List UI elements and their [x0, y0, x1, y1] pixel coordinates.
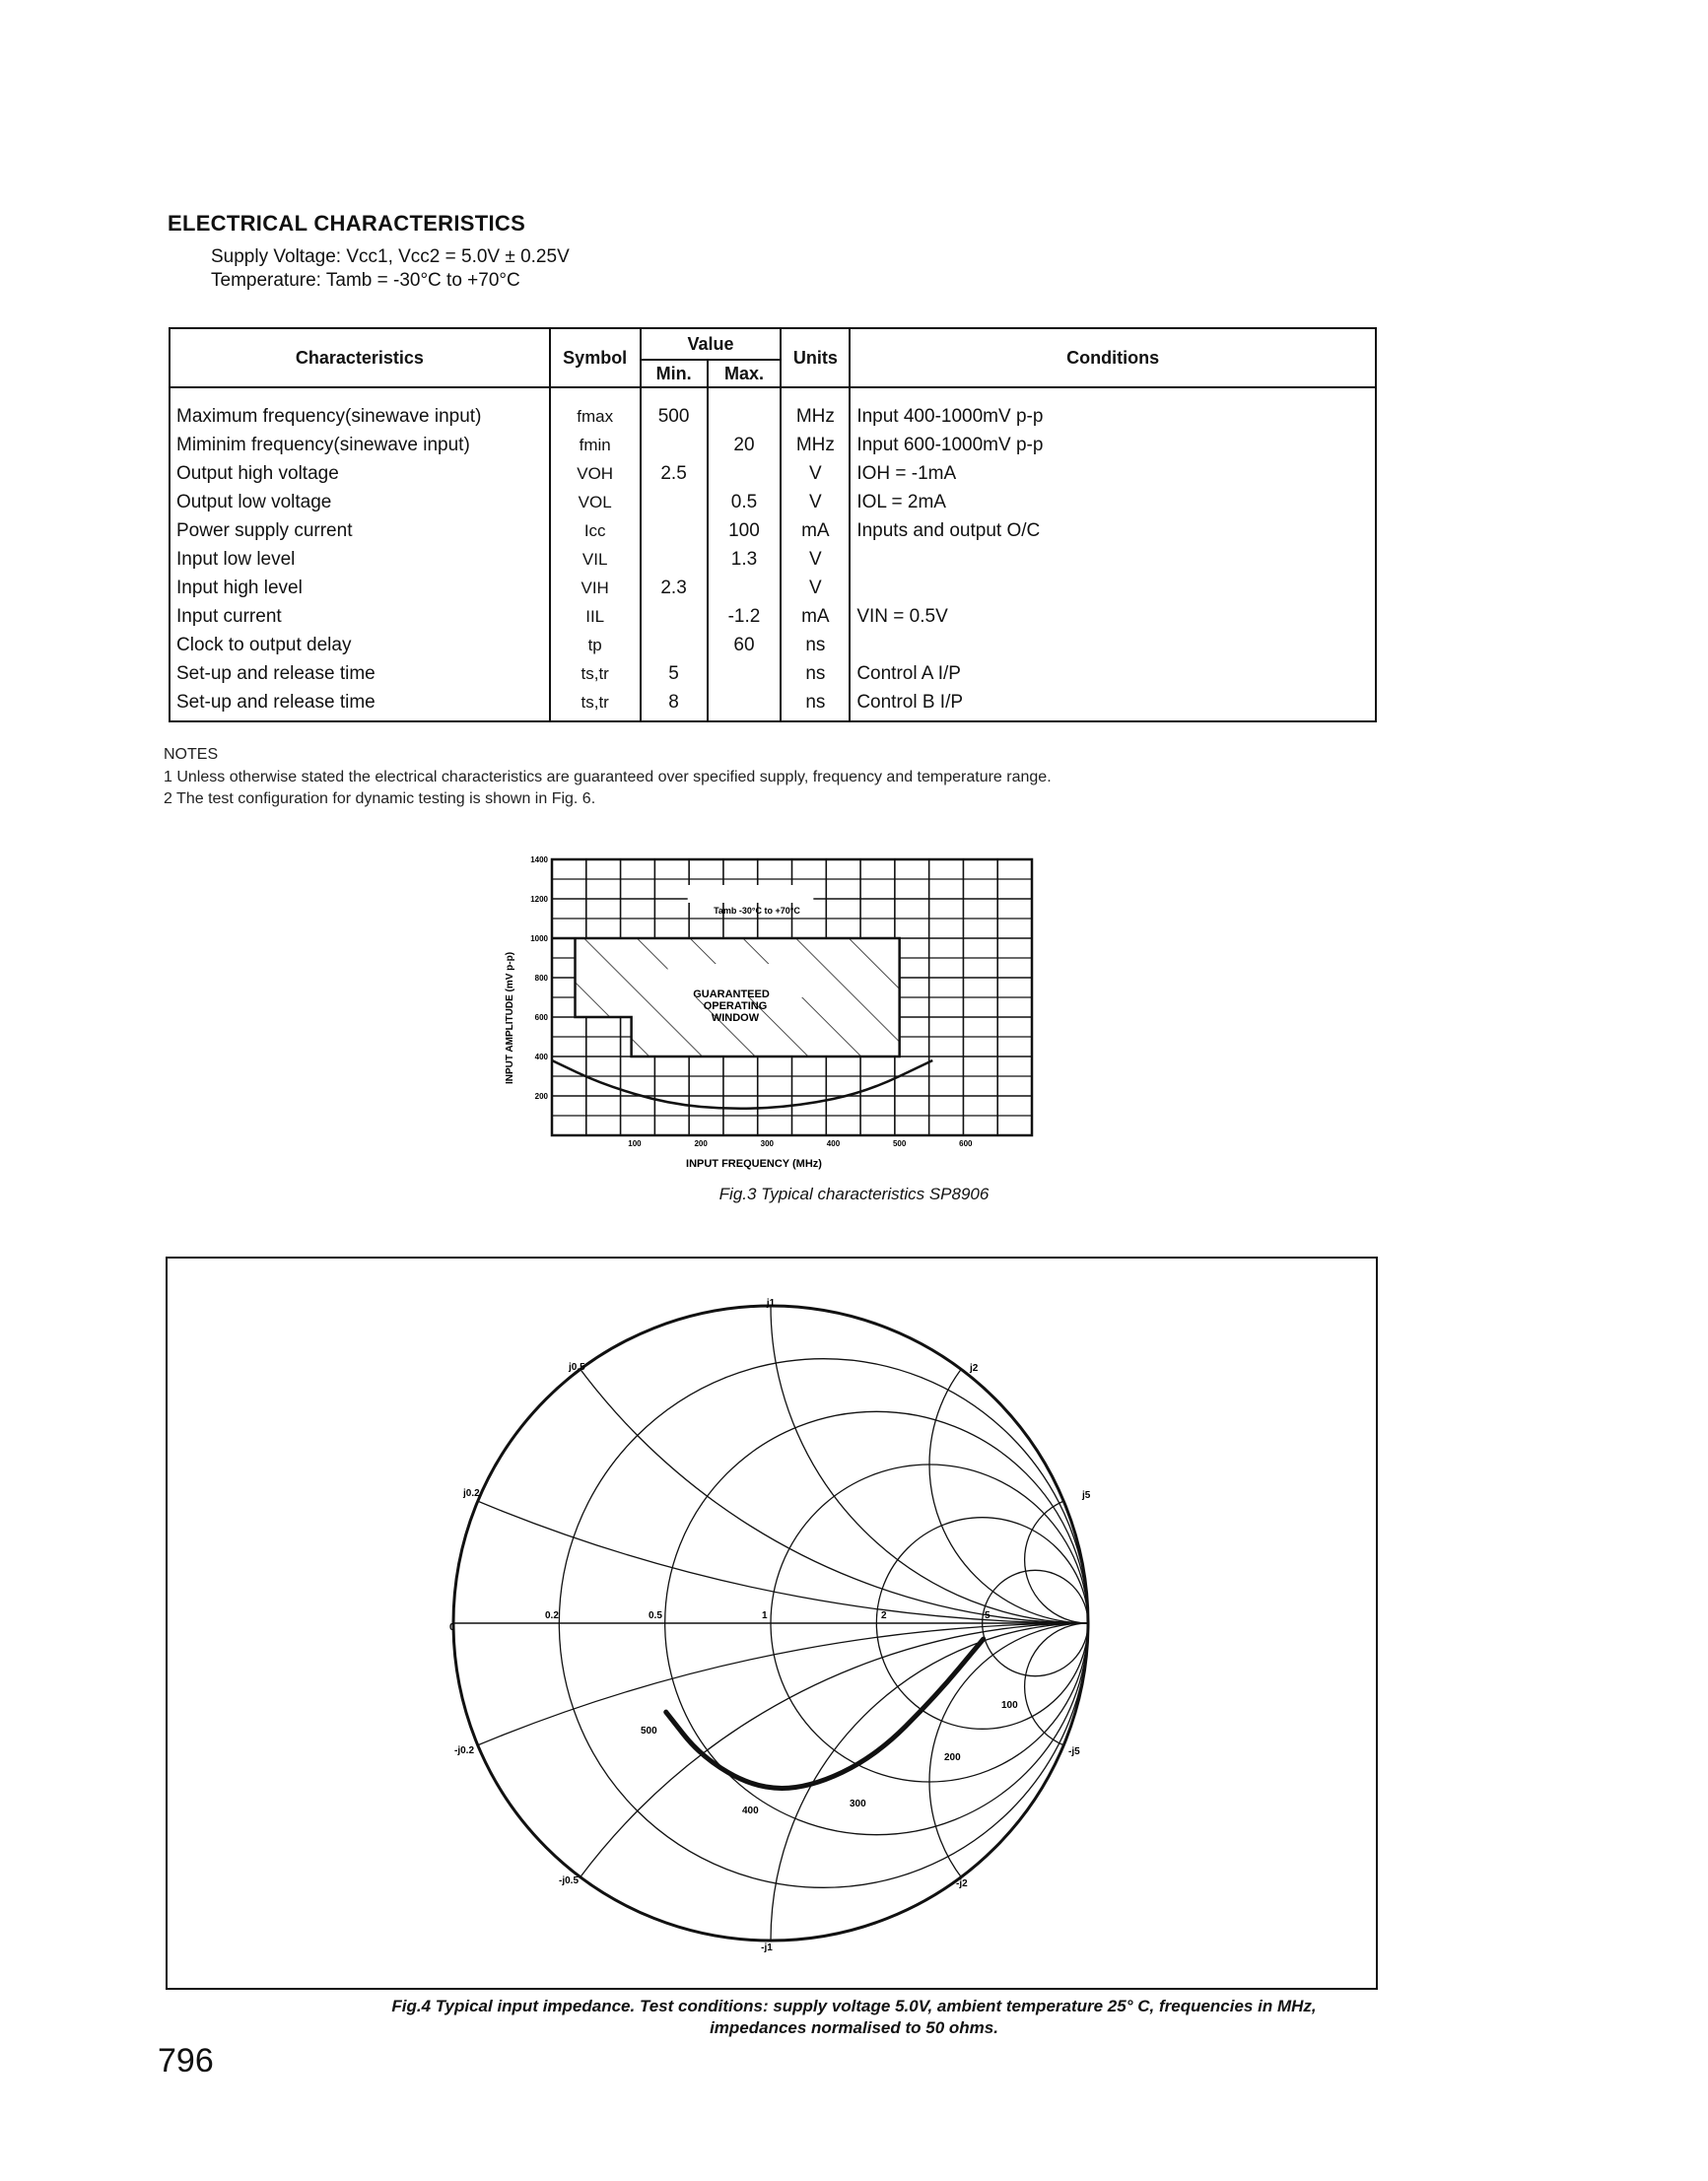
fig3-temp-note: Tamb -30°C to +70°C [714, 906, 800, 916]
table-row [170, 688, 1376, 721]
smith-label-j1: j1 [766, 1298, 776, 1309]
cell-min [641, 545, 708, 574]
cell-name: Input current [170, 602, 550, 631]
cell-units: V [781, 545, 850, 574]
cell-symbol: VIH [550, 574, 641, 602]
smith-label-j02: j0.2 [463, 1488, 480, 1499]
smith-label-r2: 2 [881, 1610, 887, 1621]
col-value: Value [641, 328, 782, 360]
table-row [170, 488, 1376, 516]
cell-units: V [781, 488, 850, 516]
cell-max: 1.3 [708, 545, 782, 574]
smith-reactance-circle [168, 1623, 1372, 1984]
fig3-ytick: 800 [534, 974, 548, 983]
cell-conditions [850, 574, 1376, 602]
cell-conditions [850, 631, 1376, 659]
fig4-caption-line2: impedances normalised to 50 ohms. [710, 2018, 998, 2037]
temperature-line: Temperature: Tamb = -30°C to +70°C [211, 270, 520, 291]
cell-symbol: fmin [550, 431, 641, 459]
fig3-ytick: 600 [534, 1013, 548, 1022]
table-row [170, 387, 1376, 431]
cell-max [708, 659, 782, 688]
fig3-window-label-1: GUARANTEED [693, 988, 770, 1000]
smith-label-j5: j5 [1082, 1490, 1091, 1501]
smith-label-r1: 1 [762, 1610, 768, 1621]
cell-symbol: VIL [550, 545, 641, 574]
smith-reactance-circle [453, 1623, 1372, 1984]
cell-units: MHz [781, 387, 850, 431]
freq-label-200: 200 [944, 1752, 961, 1763]
section-heading: ELECTRICAL CHARACTERISTICS [168, 211, 526, 236]
table-row [170, 516, 1376, 545]
fig3-ytick: 1000 [530, 934, 548, 943]
fig3-typical-curve [552, 1060, 932, 1109]
smith-label-j2: j2 [970, 1363, 979, 1374]
fig3-ylabel: INPUT AMPLITUDE (mV p-p) [505, 951, 515, 1084]
fig3-xtick: 300 [760, 1139, 774, 1148]
cell-units: MHz [781, 431, 850, 459]
fig3-ytick: 400 [534, 1053, 548, 1061]
cell-min [641, 516, 708, 545]
col-characteristics: Characteristics [170, 328, 550, 387]
cell-min: 500 [641, 387, 708, 431]
fig3-xlabel: INPUT FREQUENCY (MHz) [686, 1158, 822, 1170]
smith-label-r02: 0.2 [545, 1610, 559, 1621]
cell-name: Output low voltage [170, 488, 550, 516]
fig4-caption-line1: Fig.4 Typical input impedance. Test conditions: supply voltage 5.0V, ambient temperature 25° C, frequencies in MHz, [391, 1997, 1317, 2015]
cell-max: 60 [708, 631, 782, 659]
cell-min: 2.3 [641, 574, 708, 602]
cell-min [641, 602, 708, 631]
fig3-window-label-2: OPERATING [703, 1000, 768, 1012]
fig3-caption: Fig.3 Typical characteristics SP8906 [718, 1185, 990, 1203]
cell-conditions: Control A I/P [850, 659, 1376, 688]
cell-conditions [850, 545, 1376, 574]
fig3-xtick: 400 [826, 1139, 841, 1148]
fig3-ytick: 1200 [530, 895, 548, 904]
table-row [170, 574, 1376, 602]
cell-min: 8 [641, 688, 708, 721]
smith-label-zero: 0 [449, 1622, 455, 1633]
cell-max: 20 [708, 431, 782, 459]
cell-max [708, 387, 782, 431]
note-2: 2 The test configuration for dynamic testing is shown in Fig. 6. [164, 790, 596, 807]
table-row [170, 545, 1376, 574]
supply-voltage-line: Supply Voltage: Vcc1, Vcc2 = 5.0V ± 0.25V [211, 246, 570, 267]
cell-units: mA [781, 516, 850, 545]
col-symbol: Symbol [550, 328, 641, 387]
cell-max: -1.2 [708, 602, 782, 631]
cell-symbol: ts,tr [550, 688, 641, 721]
cell-max: 100 [708, 516, 782, 545]
cell-name: Miminim frequency(sinewave input) [170, 431, 550, 459]
cell-units: V [781, 459, 850, 488]
cell-min [641, 631, 708, 659]
smith-reactance-circle [771, 1259, 1372, 1623]
fig3-xtick: 600 [959, 1139, 973, 1148]
fig3-ytick: 200 [534, 1092, 548, 1101]
cell-conditions: IOH = -1mA [850, 459, 1376, 488]
table-row [170, 431, 1376, 459]
smith-label-mj2: -j2 [956, 1878, 968, 1889]
cell-symbol: VOL [550, 488, 641, 516]
fig3-xtick: 500 [892, 1139, 907, 1148]
cell-max [708, 574, 782, 602]
smith-label-j05: j0.5 [569, 1362, 585, 1373]
col-conditions: Conditions [850, 328, 1376, 387]
smith-label-r05: 0.5 [649, 1610, 662, 1621]
smith-label-mj1: -j1 [761, 1942, 773, 1953]
col-max: Max. [708, 360, 782, 387]
cell-conditions: Input 400-1000mV p-p [850, 387, 1376, 431]
cell-conditions: VIN = 0.5V [850, 602, 1376, 631]
page-number: 796 [158, 2042, 214, 2079]
cell-min: 2.5 [641, 459, 708, 488]
cell-name: Clock to output delay [170, 631, 550, 659]
cell-name: Power supply current [170, 516, 550, 545]
cell-max [708, 459, 782, 488]
fig3-window-label-3: WINDOW [711, 1012, 760, 1024]
cell-min [641, 488, 708, 516]
fig3-xtick: 200 [694, 1139, 708, 1148]
cell-conditions: Input 600-1000mV p-p [850, 431, 1376, 459]
cell-symbol: VOH [550, 459, 641, 488]
smith-label-mj02: -j0.2 [454, 1745, 475, 1756]
cell-conditions: IOL = 2mA [850, 488, 1376, 516]
fig3-chart [493, 848, 1045, 1173]
cell-name: Maximum frequency(sinewave input) [170, 387, 550, 431]
cell-max [708, 688, 782, 721]
smith-reactance-circle [453, 1259, 1372, 1623]
cell-symbol: fmax [550, 387, 641, 431]
notes-title: NOTES [164, 746, 219, 763]
cell-symbol: tp [550, 631, 641, 659]
table-row [170, 659, 1376, 688]
cell-symbol: IIL [550, 602, 641, 631]
cell-min [641, 431, 708, 459]
table-row [170, 459, 1376, 488]
smith-label-mj5: -j5 [1068, 1746, 1080, 1757]
cell-max: 0.5 [708, 488, 782, 516]
freq-label-500: 500 [641, 1726, 657, 1737]
col-min: Min. [641, 360, 708, 387]
table-row [170, 631, 1376, 659]
electrical-characteristics-table [169, 327, 1377, 722]
cell-symbol: ts,tr [550, 659, 641, 688]
smith-reactance-circle [929, 1306, 1247, 1623]
table-row [170, 602, 1376, 631]
cell-units: mA [781, 602, 850, 631]
col-units: Units [781, 328, 850, 387]
fig3-temp-note-bg [688, 885, 814, 903]
freq-label-100: 100 [1001, 1700, 1018, 1711]
cell-name: Input low level [170, 545, 550, 574]
cell-name: Input high level [170, 574, 550, 602]
fig3-ytick: 1400 [530, 855, 548, 864]
freq-label-300: 300 [850, 1799, 866, 1809]
fig3-curve-line [552, 1060, 932, 1109]
cell-units: ns [781, 688, 850, 721]
cell-units: ns [781, 631, 850, 659]
cell-symbol: Icc [550, 516, 641, 545]
fig4-smith-chart [168, 1259, 1372, 1984]
fig3-xtick: 100 [628, 1139, 642, 1148]
smith-label-r5: 5 [985, 1610, 991, 1621]
note-1: 1 Unless otherwise stated the electrical characteristics are guaranteed over specified supply, frequency and temperature range. [164, 769, 1052, 785]
cell-name: Output high voltage [170, 459, 550, 488]
freq-label-400: 400 [742, 1806, 759, 1816]
cell-name: Set-up and release time [170, 688, 550, 721]
cell-conditions: Inputs and output O/C [850, 516, 1376, 545]
smith-label-mj05: -j0.5 [559, 1875, 580, 1886]
cell-units: ns [781, 659, 850, 688]
cell-min: 5 [641, 659, 708, 688]
cell-name: Set-up and release time [170, 659, 550, 688]
smith-reactance-circle [929, 1623, 1247, 1941]
cell-units: V [781, 574, 850, 602]
cell-conditions: Control B I/P [850, 688, 1376, 721]
